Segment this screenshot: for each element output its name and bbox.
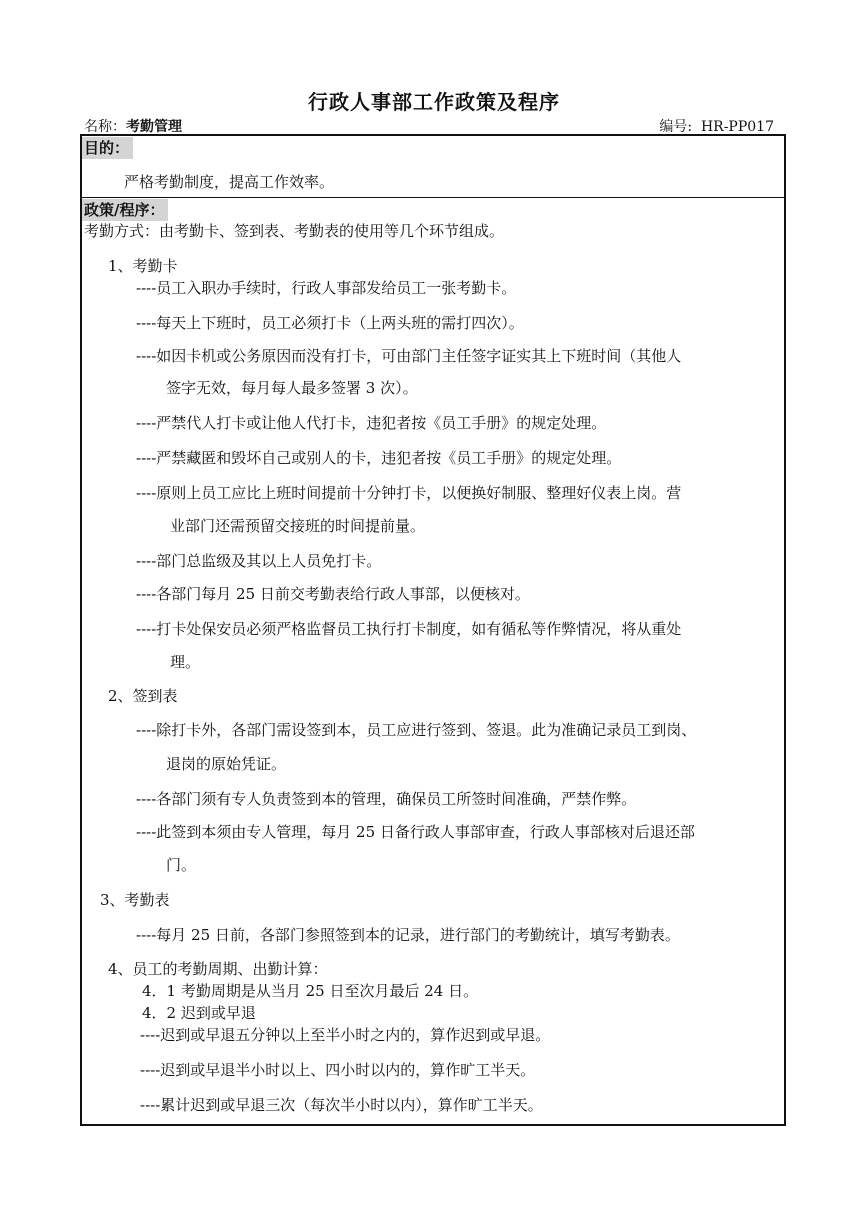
name-label: 名称： [84,119,126,135]
list-item: 4．2 迟到或早退 [142,1004,256,1022]
list-item: 门。 [166,856,197,874]
page-title: 行政人事部工作政策及程序 [308,90,560,114]
list-item: ----每天上下班时，员工必须打卡（上两头班的需打四次）。 [136,314,524,332]
list-item: ----如因卡机或公务原因而没有打卡，可由部门主任签字证实其上下班时间（其他人 [136,347,682,365]
section-title: 1、考勤卡 [108,257,178,275]
policy-label: 政策/程序： [82,199,168,221]
list-item: ----打卡处保安员必须严格监督员工执行打卡制度，如有循私等作弊情况，将从重处 [136,620,682,638]
list-item: ----各部门须有专人负责签到本的管理，确保员工所签时间准确，严禁作弊。 [136,790,637,808]
list-item: 4．1 考勤周期是从当月 25 日至次月最后 24 日。 [142,982,479,1000]
code-label: 编号: [659,119,693,135]
list-item: ----部门总监级及其以上人员免打卡。 [136,552,382,570]
list-item: 业部门还需预留交接班的时间提前量。 [170,517,426,535]
list-item: ----原则上员工应比上班时间提前十分钟打卡，以便换好制服、整理好仪表上岗。营 [136,484,682,502]
list-item: ----除打卡外，各部门需设签到本，员工应进行签到、签退。此为准确记录员工到岗、 [136,721,697,739]
list-item: ----严禁藏匿和毁坏自己或别人的卡，违犯者按《员工手册》的规定处理。 [136,449,622,467]
list-item: ----各部门每月 25 日前交考勤表给行政人事部，以便核对。 [136,585,530,603]
section-title: 3、考勤表 [100,891,170,909]
purpose-text: 严格考勤制度，提高工作效率。 [124,173,335,191]
list-item: 理。 [170,653,201,671]
document-name [84,116,182,136]
list-item: ----迟到或早退半小时以上、四小时以内的，算作旷工半天。 [140,1061,536,1079]
section-divider [80,197,786,198]
section-title: 2、签到表 [108,687,178,705]
list-item: ----员工入职办手续时，行政人事部发给员工一张考勤卡。 [136,279,517,297]
code-value: HR-PP017 [700,119,774,135]
list-item: ----每月 25 日前，各部门参照签到本的记录，进行部门的考勤统计，填写考勤表。 [136,926,680,944]
list-item: ----严禁代人打卡或让他人代打卡，违犯者按《员工手册》的规定处理。 [136,414,607,432]
section-title: 4、员工的考勤周期、出勤计算： [108,960,328,978]
document-code [659,116,774,136]
list-item: 退岗的原始凭证。 [166,755,287,773]
list-item: ----累计迟到或早退三次（每次半小时以内），算作旷工半天。 [140,1096,543,1114]
policy-intro: 考勤方式：由考勤卡、签到表、考勤表的使用等几个环节组成。 [84,222,505,240]
list-item: 签字无效，每月每人最多签署 3 次）。 [166,379,418,397]
list-item: ----此签到本须由专人管理，每月 25 日备行政人事部审查，行政人事部核对后退还部 [136,823,695,841]
purpose-label: 目的： [82,137,133,159]
name-value: 考勤管理 [126,119,182,135]
list-item: ----迟到或早退五分钟以上至半小时之内的，算作迟到或早退。 [140,1026,551,1044]
